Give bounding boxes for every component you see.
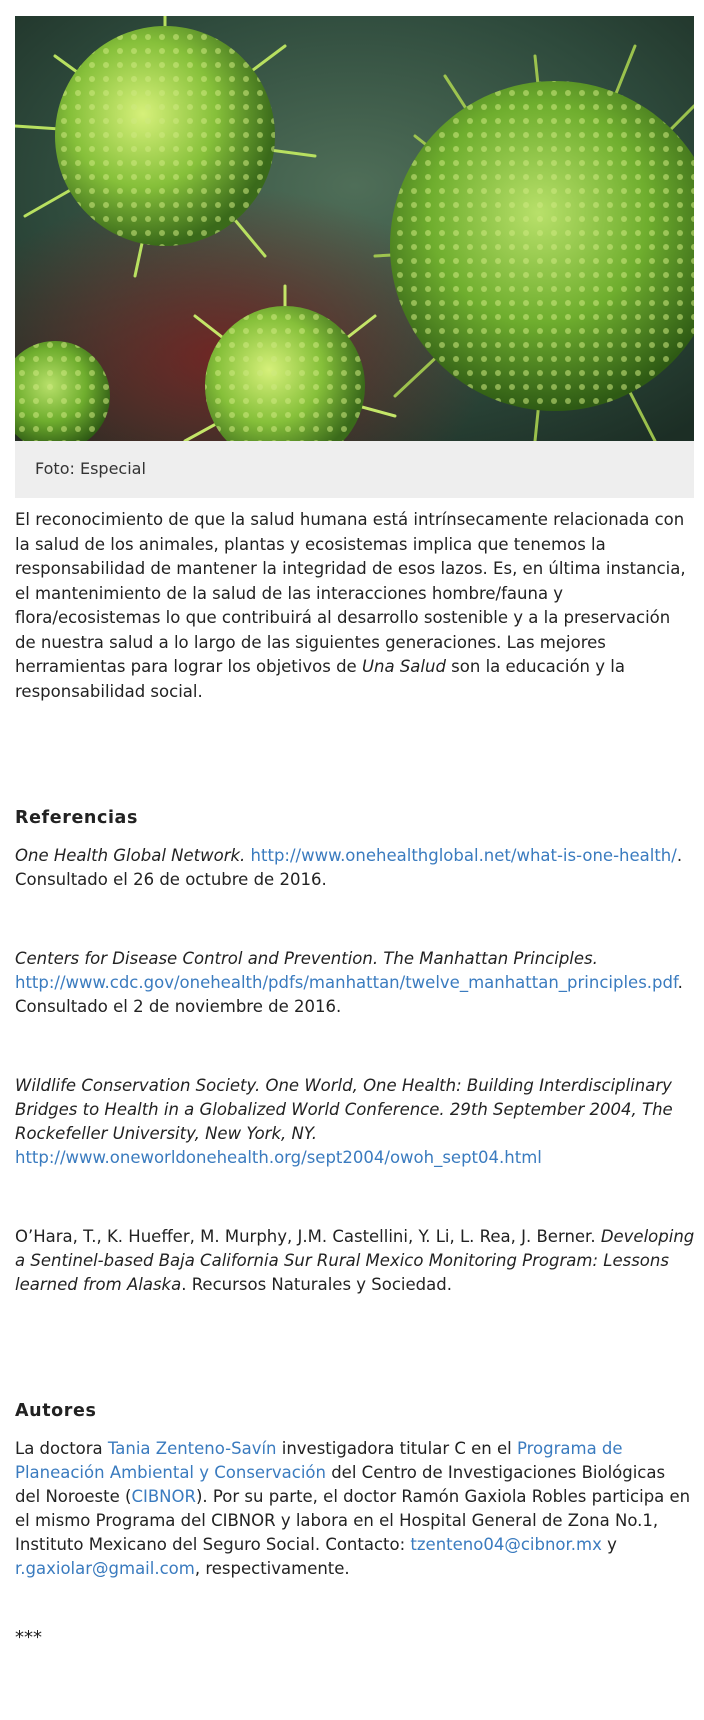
authors-text: , respectivamente. bbox=[194, 1559, 350, 1578]
authors-text: del Centro de Investigaciones Biológicas del Noroeste ( bbox=[15, 1463, 666, 1506]
authors-text: ). Por su parte, el doctor Ramón Gaxiola Robles participa en el mismo Programa del CIBNOR y labora en el Hospital General de Zona No.1, Instituto Mexicano del Seguro Social. Contacto: bbox=[15, 1487, 691, 1554]
reference-link[interactable]: http://www.cdc.gov/onehealth/pdfs/manhattan/twelve_manhattan_principles.pdf bbox=[15, 973, 678, 992]
intro-paragraph bbox=[15, 508, 695, 704]
authors-text: La doctora bbox=[15, 1439, 108, 1458]
intro-text-a: El reconocimiento de que la salud humana está intrínsecamente relacionada con la salud de los animales, plantas y ecosistemas implica que tenemos la responsabilidad de mantener la integridad de esos lazos. Es, en última instancia, el mantenimiento de la salud de las interacciones hombre/fauna y flora/ecosistemas lo que contribuirá al desarrollo sostenible y a la preservación de nuestra salud a lo largo de las siguientes generaciones. Las mejores herramientas para lograr los objetivos de bbox=[15, 510, 686, 676]
reference-title: Wildlife Conservation Society. One World, One Health: Building Interdisciplinary Bridges to Health in a Globalized World Conference. 29th September 2004, The Rockefeller University, New York, NY. bbox=[15, 1076, 673, 1143]
coronavirus-illustration-icon bbox=[15, 16, 694, 441]
authors-text: investigadora titular C en el bbox=[276, 1439, 517, 1458]
reference-item bbox=[15, 1074, 695, 1170]
reference-link[interactable]: http://www.onehealthglobal.net/what-is-one-health/ bbox=[250, 846, 677, 865]
reference-suffix: . Consultado el 26 de octubre de 2016. bbox=[15, 846, 683, 889]
section-separator: *** bbox=[15, 1627, 42, 1648]
intro-emphasis: Una Salud bbox=[361, 657, 446, 676]
photo-caption: Foto: Especial bbox=[15, 441, 694, 498]
reference-link[interactable]: http://www.oneworldonehealth.org/sept2004/owoh_sept04.html bbox=[15, 1148, 542, 1167]
reference-title: Centers for Disease Control and Prevention. The Manhattan Principles. bbox=[15, 949, 598, 968]
reference-item bbox=[15, 844, 695, 892]
authors-text: y bbox=[601, 1535, 617, 1554]
authors-heading: Autores bbox=[15, 1401, 97, 1421]
reference-item bbox=[15, 947, 695, 1019]
cibnor-link[interactable]: CIBNOR bbox=[131, 1487, 196, 1506]
email-link-zenteno[interactable]: tzenteno04@cibnor.mx bbox=[410, 1535, 602, 1554]
reference-title: Developing a Sentinel-based Baja California Sur Rural Mexico Monitoring Program: Lessons learned from Alaska bbox=[15, 1227, 695, 1294]
email-link-gaxiola[interactable]: r.gaxiolar@gmail.com bbox=[15, 1559, 195, 1578]
reference-suffix: . Recursos Naturales y Sociedad. bbox=[181, 1275, 452, 1294]
author-link-zenteno[interactable]: Tania Zenteno-Savín bbox=[107, 1439, 277, 1458]
article-figure bbox=[15, 16, 694, 498]
intro-text-b: son la educación y la responsabilidad social. bbox=[15, 657, 625, 701]
reference-item bbox=[15, 1225, 695, 1297]
reference-title: One Health Global Network. bbox=[15, 846, 246, 865]
reference-suffix: . Consultado el 2 de noviembre de 2016. bbox=[15, 973, 683, 1016]
references-heading: Referencias bbox=[15, 808, 138, 828]
authors-paragraph bbox=[15, 1437, 695, 1581]
reference-authors: O’Hara, T., K. Hueffer, M. Murphy, J.M. Castellini, Y. Li, L. Rea, J. Berner. bbox=[15, 1227, 596, 1246]
program-link[interactable]: Programa de Planeación Ambiental y Conservación bbox=[15, 1439, 623, 1482]
